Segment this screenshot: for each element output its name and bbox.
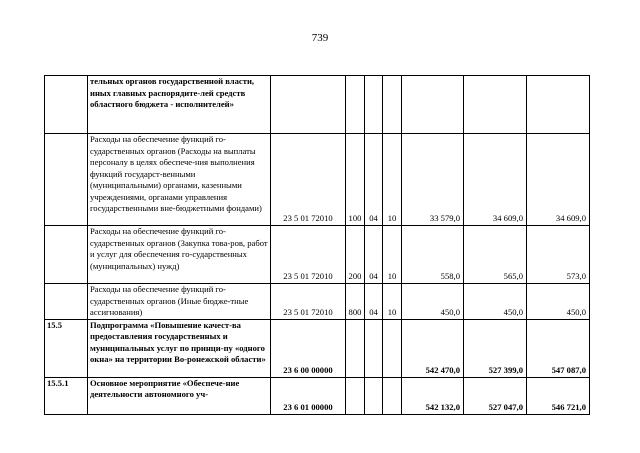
row-amount-year1-cell: 542 132,0 <box>402 377 464 414</box>
row-expense-type-cell: 100 <box>346 134 365 226</box>
table-row <box>45 134 590 226</box>
row-name-cell: Расходы на обеспечение функций го-сударственных органов (Расходы на выплаты персоналу в целях обеспече-ния выполнения функций государст-венными (муниципальными) органами, казенными учреждениями, органами управления государственными вне-бюджетными фондами) <box>88 134 271 226</box>
table-row <box>45 284 590 320</box>
row-amount-year3-cell <box>527 76 590 134</box>
row-code-cell: 23 5 01 72010 <box>271 226 346 284</box>
page-number: 739 <box>311 32 329 44</box>
row-section-cell <box>365 76 383 134</box>
row-amount-year1-cell: 558,0 <box>402 226 464 284</box>
row-amount-year1-cell: 450,0 <box>402 284 464 320</box>
row-index-cell <box>45 134 88 226</box>
row-section-cell: 04 <box>365 226 383 284</box>
row-expense-type-cell: 200 <box>346 226 365 284</box>
row-subsection-cell <box>383 76 402 134</box>
row-index-cell <box>45 226 88 284</box>
row-amount-year3-cell: 547 087,0 <box>527 319 590 377</box>
row-amount-year1-cell: 542 470,0 <box>402 319 464 377</box>
row-name-cell: Основное мероприятие «Обеспече-ние деятельности автономного уч- <box>88 377 271 414</box>
row-section-cell <box>365 377 383 414</box>
row-section-cell: 04 <box>365 284 383 320</box>
row-index-cell: 15.5.1 <box>45 377 88 414</box>
row-name-cell: Расходы на обеспечение функций го-сударственных органов (Закупка това-ров, работ и услуг для обеспечения го-сударственных (муниципальных) нужд) <box>88 226 271 284</box>
row-expense-type-cell <box>346 319 365 377</box>
row-subsection-cell: 10 <box>383 226 402 284</box>
table-row <box>45 76 590 134</box>
row-section-cell <box>365 319 383 377</box>
budget-table <box>44 75 590 415</box>
row-name-cell: Расходы на обеспечение функций го-сударственных органов (Иные бюдже-тные ассигнования) <box>88 284 271 320</box>
row-section-cell: 04 <box>365 134 383 226</box>
row-amount-year2-cell: 565,0 <box>464 226 527 284</box>
row-subsection-cell: 10 <box>383 134 402 226</box>
row-amount-year1-cell <box>402 76 464 134</box>
table-row <box>45 377 590 414</box>
row-amount-year2-cell: 527 047,0 <box>464 377 527 414</box>
row-index-cell: 15.5 <box>45 319 88 377</box>
row-subsection-cell <box>383 319 402 377</box>
row-subsection-cell <box>383 377 402 414</box>
row-code-cell: 23 5 01 72010 <box>271 284 346 320</box>
row-code-cell: 23 6 00 00000 <box>271 319 346 377</box>
row-expense-type-cell <box>346 377 365 414</box>
row-index-cell <box>45 76 88 134</box>
row-amount-year2-cell: 527 399,0 <box>464 319 527 377</box>
table-row <box>45 226 590 284</box>
row-index-cell <box>45 284 88 320</box>
row-amount-year3-cell: 450,0 <box>527 284 590 320</box>
row-subsection-cell: 10 <box>383 284 402 320</box>
row-code-cell: 23 6 01 00000 <box>271 377 346 414</box>
row-amount-year3-cell: 34 609,0 <box>527 134 590 226</box>
row-amount-year1-cell: 33 579,0 <box>402 134 464 226</box>
row-code-cell <box>271 76 346 134</box>
row-expense-type-cell: 800 <box>346 284 365 320</box>
row-amount-year3-cell: 546 721,0 <box>527 377 590 414</box>
row-expense-type-cell <box>346 76 365 134</box>
row-amount-year3-cell: 573,0 <box>527 226 590 284</box>
row-amount-year2-cell: 34 609,0 <box>464 134 527 226</box>
row-code-cell: 23 5 01 72010 <box>271 134 346 226</box>
row-amount-year2-cell: 450,0 <box>464 284 527 320</box>
row-name-cell: Подпрограмма «Повышение качест-ва предоставления государственных и муниципальных услуг по принци-пу «одного окна» на территории Во-ронежской области» <box>88 319 271 377</box>
table-row <box>45 319 590 377</box>
row-amount-year2-cell <box>464 76 527 134</box>
row-name-cell: тельных органов государственной власти, иных главных распорядите-лей средств областного бюджета - исполнителей» <box>88 76 271 134</box>
